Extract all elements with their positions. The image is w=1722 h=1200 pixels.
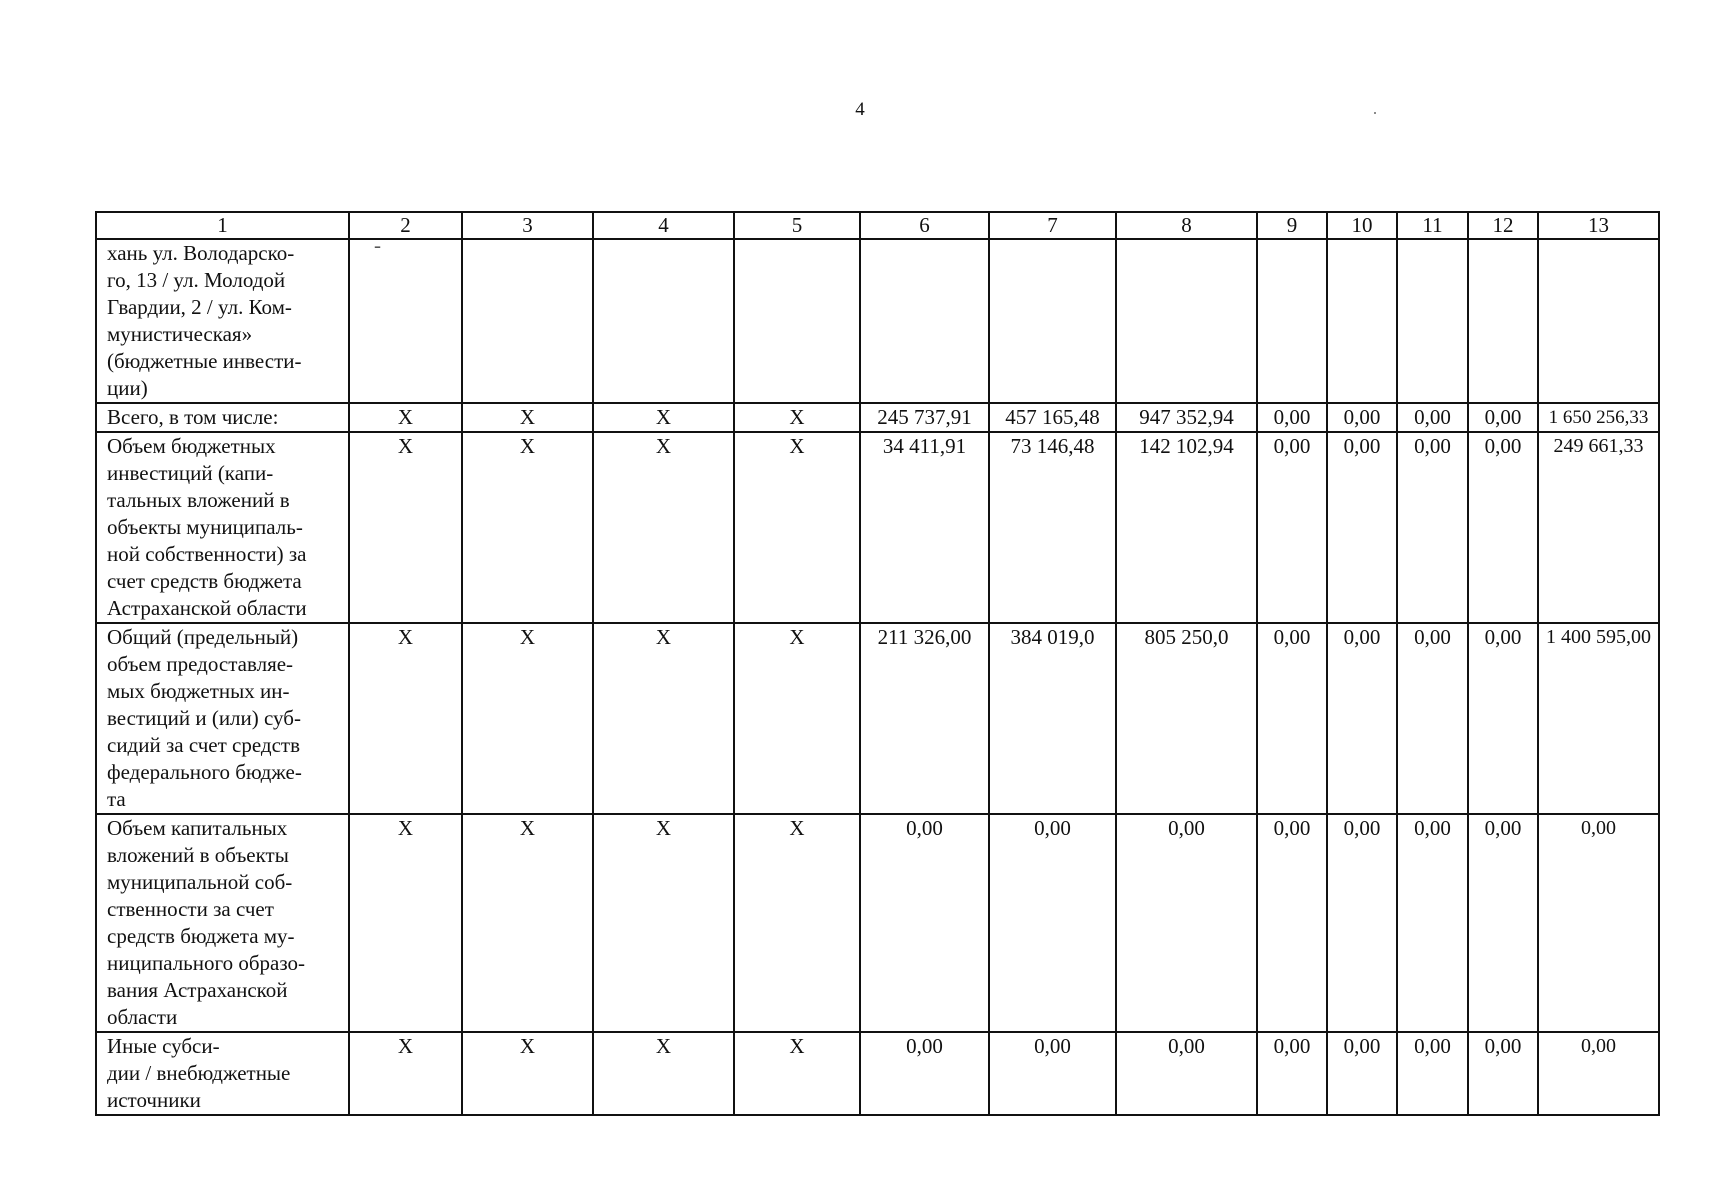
cell-col-6: 0,00 [860,814,989,1032]
cell-col-6: 211 326,00 [860,623,989,814]
continuation-cell-2 [349,239,462,403]
cell-col-7: 384 019,0 [989,623,1116,814]
continuation-cell-8 [1116,239,1257,403]
label-line: вестиций и (или) суб- [107,706,301,730]
budget-table [95,211,1660,1116]
cell-col-8: 0,00 [1116,814,1257,1032]
cell-col-8: 805 250,0 [1116,623,1257,814]
continuation-cell-9 [1257,239,1327,403]
scan-speck [1374,112,1376,114]
label-line: вания Астраханской [107,978,288,1002]
header-cell-2: 2 [349,212,462,239]
cell-col-10: 0,00 [1327,623,1397,814]
cell-col-3: Х [462,1032,593,1115]
header-cell-7: 7 [989,212,1116,239]
label-line: мунистическая» [107,322,253,346]
label-line: Астраханской области [107,596,307,620]
table-row-total [96,403,1659,432]
cell-col-10: 0,00 [1327,814,1397,1032]
cell-col-13: 1 400 595,00 [1538,623,1659,814]
cell-col-9: 0,00 [1257,814,1327,1032]
label-line: ственности за счет [107,897,274,921]
cell-col-5: Х [734,432,860,623]
label-line: федерального бюдже- [107,760,302,784]
continuation-cell-12 [1468,239,1538,403]
header-cell-5: 5 [734,212,860,239]
cell-col-9: 0,00 [1257,403,1327,432]
label-line: Общий (предельный) [107,625,299,649]
cell-col-2: Х [349,623,462,814]
cell-col-4: Х [593,623,734,814]
label-line: дии / внебюджетные [107,1061,291,1085]
cell-col-5: Х [734,1032,860,1115]
cell-col-13: 249 661,33 [1538,432,1659,623]
cell-col-12: 0,00 [1468,814,1538,1032]
cell-col-13: 0,00 [1538,814,1659,1032]
label-line: Гвардии, 2 / ул. Ком- [107,295,292,319]
cell-col-4: Х [593,403,734,432]
header-cell-10: 10 [1327,212,1397,239]
cell-col-11: 0,00 [1397,623,1468,814]
cell-col-11: 0,00 [1397,403,1468,432]
continuation-row [96,239,1659,403]
cell-col-9: 0,00 [1257,1032,1327,1115]
label-line: ниципального образо- [107,951,306,975]
table-row-municipal-budget [96,814,1659,1032]
cell-col-4: Х [593,1032,734,1115]
header-cell-13: 13 [1538,212,1659,239]
cell-col-12: 0,00 [1468,1032,1538,1115]
cell-col-9: 0,00 [1257,623,1327,814]
continuation-cell-5 [734,239,860,403]
label-line: Объем капитальных [107,816,288,840]
label-line: тальных вложений в [107,488,290,512]
cell-col-9: 0,00 [1257,432,1327,623]
cell-col-6: 245 737,91 [860,403,989,432]
row-label [96,432,349,623]
cell-col-5: Х [734,403,860,432]
cell-col-13: 0,00 [1538,1032,1659,1115]
header-cell-3: 3 [462,212,593,239]
continuation-cell-3 [462,239,593,403]
header-cell-12: 12 [1468,212,1538,239]
header-cell-4: 4 [593,212,734,239]
label-line: области [107,1005,178,1029]
label-line: объем предоставляе- [107,652,294,676]
cell-col-12: 0,00 [1468,403,1538,432]
cell-col-7: 0,00 [989,814,1116,1032]
cell-col-3: Х [462,814,593,1032]
label-line: Всего, в том числе: [107,405,279,429]
cell-col-5: Х [734,814,860,1032]
cell-col-7: 73 146,48 [989,432,1116,623]
table-row-regional-budget [96,432,1659,623]
cell-col-12: 0,00 [1468,623,1538,814]
continuation-cell-4 [593,239,734,403]
label-line: хань ул. Володарско- [107,241,295,265]
label-line: Иные субси- [107,1034,220,1058]
cell-col-3: Х [462,623,593,814]
table-row-federal-budget [96,623,1659,814]
label-line: объекты муниципаль- [107,515,303,539]
header-cell-9: 9 [1257,212,1327,239]
cell-col-8: 0,00 [1116,1032,1257,1115]
cell-col-2: Х [349,1032,462,1115]
cell-col-6: 34 411,91 [860,432,989,623]
continuation-cell-11 [1397,239,1468,403]
cell-col-7: 0,00 [989,1032,1116,1115]
header-cell-8: 8 [1116,212,1257,239]
continuation-cell-6 [860,239,989,403]
label-line: инвестиций (капи- [107,461,274,485]
header-cell-1: 1 [96,212,349,239]
cell-col-10: 0,00 [1327,432,1397,623]
label-line: Объем бюджетных [107,434,276,458]
label-line: средств бюджета му- [107,924,295,948]
row-label [96,403,349,432]
cell-col-8: 947 352,94 [1116,403,1257,432]
label-line: счет средств бюджета [107,569,302,593]
header-cell-11: 11 [1397,212,1468,239]
cell-col-8: 142 102,94 [1116,432,1257,623]
row-label [96,1032,349,1115]
continuation-cell-7 [989,239,1116,403]
cell-col-3: Х [462,432,593,623]
label-line: вложений в объекты [107,843,289,867]
page-number: 4 [855,99,865,120]
cell-col-2: Х [349,432,462,623]
cell-col-12: 0,00 [1468,432,1538,623]
header-row [96,212,1659,239]
continuation-label [96,239,349,403]
label-line: та [107,787,126,811]
label-line: ции) [107,376,148,400]
row-label [96,623,349,814]
label-line: сидий за счет средств [107,733,301,757]
cell-col-4: Х [593,432,734,623]
table-row-other-sources [96,1032,1659,1115]
dash-mark: - [374,239,381,257]
cell-col-11: 0,00 [1397,814,1468,1032]
cell-col-4: Х [593,814,734,1032]
continuation-cell-13 [1538,239,1659,403]
label-line: источники [107,1088,201,1112]
row-label [96,814,349,1032]
label-line: (бюджетные инвести- [107,349,302,373]
cell-col-10: 0,00 [1327,403,1397,432]
header-cell-6: 6 [860,212,989,239]
cell-col-10: 0,00 [1327,1032,1397,1115]
cell-col-7: 457 165,48 [989,403,1116,432]
continuation-cell-10 [1327,239,1397,403]
cell-col-6: 0,00 [860,1032,989,1115]
cell-col-13: 1 650 256,33 [1538,403,1659,432]
label-line: мых бюджетных ин- [107,679,290,703]
label-line: ной собственности) за [107,542,307,566]
cell-col-2: Х [349,814,462,1032]
cell-col-2: Х [349,403,462,432]
cell-col-5: Х [734,623,860,814]
cell-col-3: Х [462,403,593,432]
cell-col-11: 0,00 [1397,1032,1468,1115]
label-line: го, 13 / ул. Молодой [107,268,286,292]
cell-col-11: 0,00 [1397,432,1468,623]
label-line: муниципальной соб- [107,870,293,894]
